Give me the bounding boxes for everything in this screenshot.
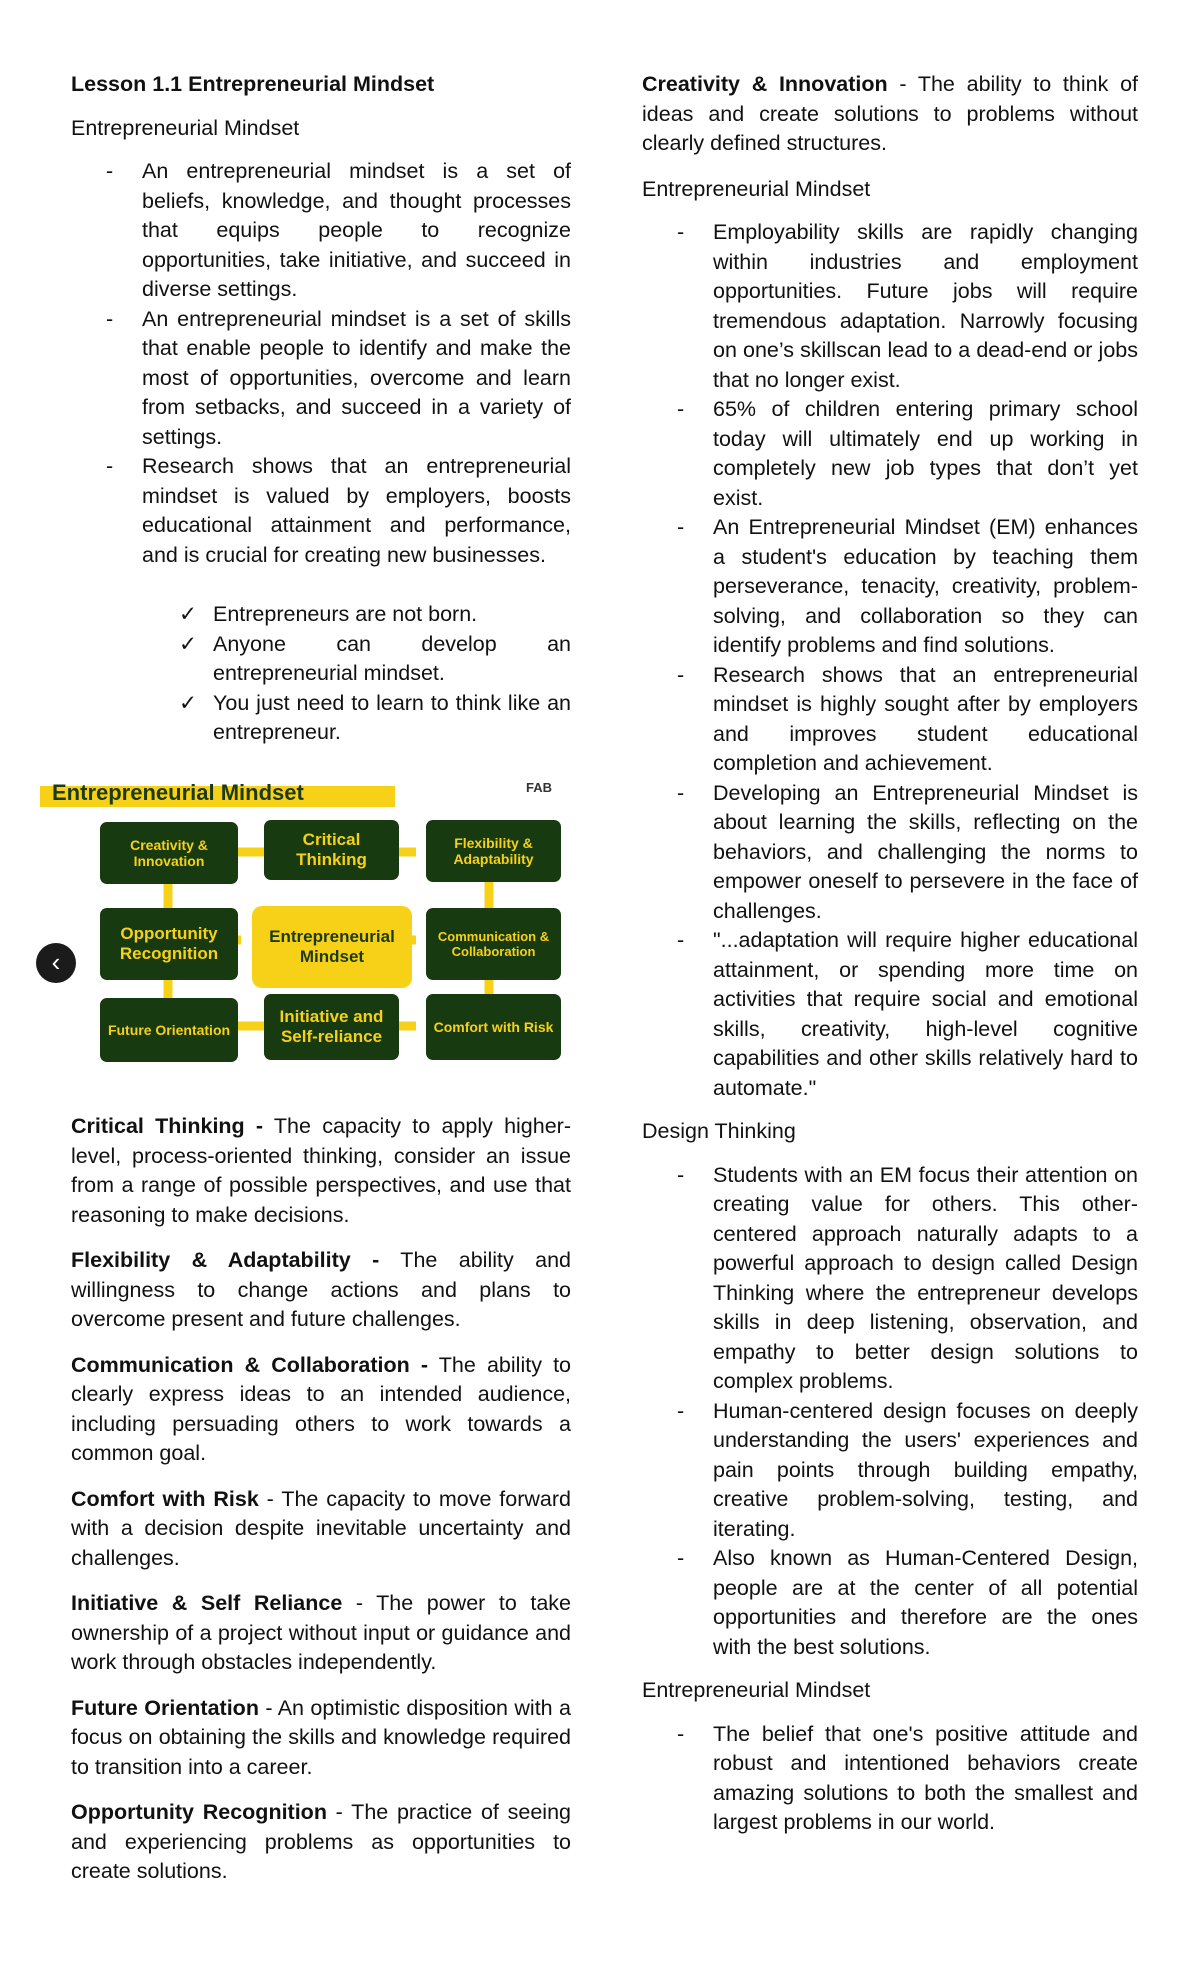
definition-communication (71, 1351, 571, 1469)
definition-text: - An optimistic disposition with a focus on obtaining the skills and knowledge required to transition into a career. (71, 1695, 571, 1779)
box-initiative-self-reliance: Initiative and Self-reliance (264, 994, 399, 1060)
lesson-title: Lesson 1.1 Entrepreneurial Mindset (71, 72, 435, 96)
bullet-list (71, 157, 571, 570)
definition-term: Comfort with Risk (71, 1486, 259, 1511)
definition-term: Flexibility & Adaptability - (71, 1248, 380, 1272)
section-heading: Entrepreneurial Mindset (642, 176, 871, 201)
section-heading: Design Thinking (642, 1119, 796, 1143)
left-column (71, 70, 571, 748)
entrepreneurial-mindset-infographic (36, 780, 566, 1070)
right-column (642, 70, 1138, 1852)
list-item: - An entrepreneurial mindset is a set of skills that enable people to identify and make the most of opportunities, overcome and learn from setbacks, and succeed in a variety of settings. (142, 305, 571, 453)
definition-text: - The power to take ownership of a project without input or guidance and work through obstacles independently. (71, 1591, 572, 1674)
bullet-list (642, 218, 1138, 1103)
definition-term: Future Orientation (71, 1695, 259, 1720)
definition-term: Communication & Collaboration - (71, 1352, 429, 1377)
list-item: - The belief that one's positive attitude and robust and intentioned behaviors create amazing solutions to both the smallest and largest problems in our world. (713, 1720, 1138, 1838)
definition-text: The capacity to apply higher-level, process-oriented thinking, consider an issue from a range of possible perspectives, and use that reasoning to make decisions. (71, 1114, 571, 1227)
section-heading: Entrepreneurial Mindset (642, 1678, 871, 1702)
section-heading: Entrepreneurial Mindset (71, 115, 300, 140)
list-item: - An Entrepreneurial Mindset (EM) enhances a student's education by teaching them perseverance, tenacity, creativity, problem-solving, and collaboration so they can identify problems and find solutions. (713, 513, 1138, 661)
definition-term: Initiative & Self Reliance (71, 1591, 343, 1615)
bullet-list (642, 1161, 1138, 1663)
list-item: - Human-centered design focuses on deeply understanding the users' experiences and pain points through building empathy, creative problem-solving, testing, and iterating. (713, 1397, 1138, 1545)
list-item: - Students with an EM focus their attention on creating value for others. This other-centered approach naturally adapts to a powerful approach to design called Design Thinking where the entrepreneur develops skills in deep listening, observation, and empathy to better design solutions to complex problems. (713, 1161, 1138, 1397)
definition-text: The ability to clearly express ideas to an intended audience, including persuading others to work towards a common goal. (71, 1352, 571, 1465)
box-opportunity-recognition: Opportunity Recognition (100, 908, 238, 980)
definition-term: Opportunity Recognition (71, 1800, 327, 1824)
checklist-item: ✓ Entrepreneurs are not born. (213, 600, 571, 630)
list-item: - 65% of children entering primary school today will ultimately end up working in completely new job types that don’t yet exist. (713, 395, 1138, 513)
definition-text: The ability and willingness to change actions and plans to overcome present and future challenges. (71, 1248, 571, 1331)
box-future-orientation: Future Orientation (100, 998, 238, 1062)
list-item: - "...adaptation will require higher educational attainment, or spending more time on activities that require social and emotional skills, creativity, high-level cognitive capabilities and other skills relatively hard to automate." (713, 926, 1138, 1103)
definition-term: Creativity & Innovation (642, 72, 888, 96)
list-item: - Research shows that an entrepreneurial mindset is valued by employers, boosts educational attainment and performance, and is crucial for creating new businesses. (142, 452, 571, 570)
definition-critical-thinking (71, 1112, 571, 1230)
definition-flexibility (71, 1246, 571, 1335)
definition-creativity-innovation (642, 70, 1138, 159)
list-item: - Research shows that an entrepreneurial mindset is highly sought after by employers and improves student educational completion and achievement. (713, 661, 1138, 779)
definition-text: - The practice of seeing and experiencing problems as opportunities to create solutions. (71, 1800, 571, 1883)
logo: FAB (526, 780, 552, 795)
list-item: - Employability skills are rapidly changing within industries and employment opportunities. Future jobs will require tremendous adaptation. Narrowly focusing on one’s skillscan lead to a dead-end or jobs that no longer exist. (713, 218, 1138, 395)
box-entrepreneurial-mindset: Entrepreneurial Mindset (252, 906, 412, 988)
box-comfort-with-risk: Comfort with Risk (426, 994, 561, 1060)
list-item: - An entrepreneurial mindset is a set of beliefs, knowledge, and thought processes that equips people to recognize opportunities, take initiative, and succeed in diverse settings. (142, 157, 571, 305)
definition-term: Critical Thinking - (71, 1114, 264, 1138)
definition-initiative (71, 1589, 571, 1678)
definition-comfort-with-risk (71, 1485, 571, 1574)
definition-text: - The capacity to move forward with a decision despite inevitable uncertainty and challenges. (71, 1486, 571, 1570)
box-flexibility-adaptability: Flexibility & Adaptability (426, 820, 561, 882)
bullet-list (642, 1720, 1138, 1838)
definition-future-orientation (71, 1694, 571, 1783)
box-communication-collaboration: Communication & Collaboration (426, 908, 561, 980)
checklist-item: ✓ You just need to learn to think like an entrepreneur. (213, 689, 571, 748)
definitions-list (71, 1112, 571, 1903)
previous-arrow-icon[interactable]: ‹ (36, 943, 76, 983)
list-item: - Developing an Entrepreneurial Mindset is about learning the skills, reflecting on the behaviors, and challenging the norms to empower oneself to persevere in the face of challenges. (713, 779, 1138, 927)
list-item: - Also known as Human-Centered Design, people are at the center of all potential opportunities and therefore are the ones with the best solutions. (713, 1544, 1138, 1662)
checklist (71, 600, 571, 748)
checklist-item: ✓ Anyone can develop an entrepreneurial mindset. (213, 630, 571, 689)
definition-opportunity-recognition (71, 1798, 571, 1887)
box-critical-thinking: Critical Thinking (264, 820, 399, 880)
definition-text: - The ability to think of ideas and create solutions to problems without clearly defined structures. (642, 72, 1138, 155)
infographic-title: Entrepreneurial Mindset (40, 786, 395, 807)
box-creativity-innovation: Creativity & Innovation (100, 822, 238, 884)
